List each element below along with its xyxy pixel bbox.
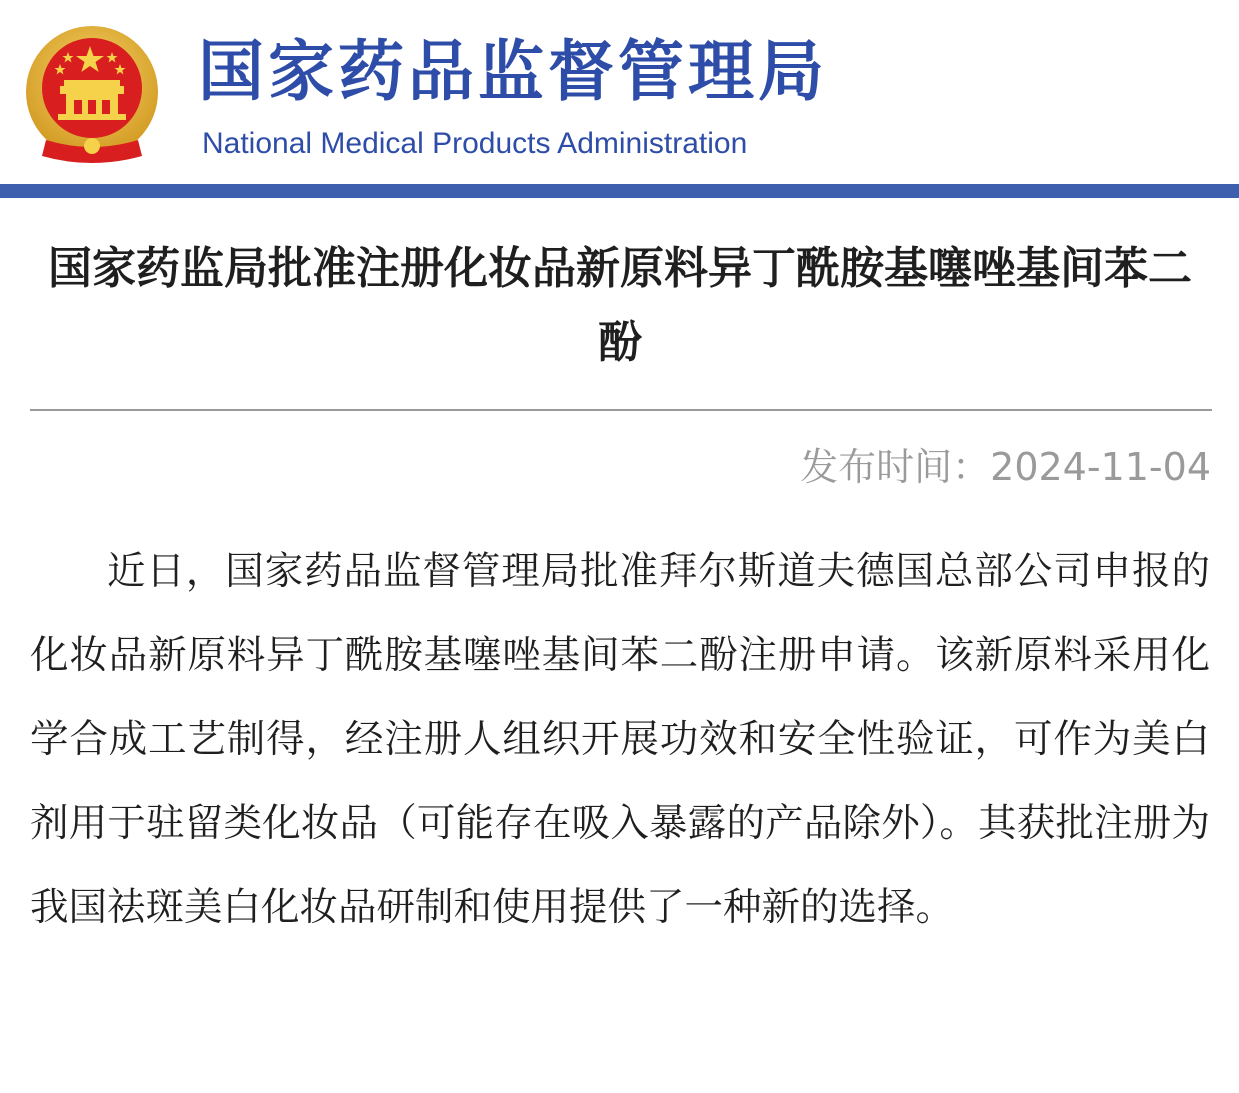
agency-name-cn: 国家药品监督管理局 [198,33,828,110]
article-title: 国家药监局批准注册化妆品新原料异丁酰胺基噻唑基间苯二酚 [48,243,1192,368]
publish-date: 2024-11-04 [990,445,1211,489]
article-body: 近日，国家药品监督管理局批准拜尔斯道夫德国总部公司申报的化妆品新原料异丁酰胺基噻唑基间苯二酚注册申请。该新原料采用化学合成工艺制得，经注册人组织开展功效和安全性验证，可作为美白剂用于驻留类化妆品（可能存在吸入暴露的产品除外）。其获批注册为我国祛斑美白化妆品研制和使用提供了一种新的选择。 [30,549,1210,930]
national-emblem-icon [22,22,162,170]
page-header [0,0,1239,200]
header-divider-bar [0,184,1239,198]
agency-name-en: National Medical Products Administration [202,127,748,160]
title-divider [30,409,1212,411]
publish-label: 发布时间： [800,445,991,489]
publish-date-line [800,440,1211,494]
